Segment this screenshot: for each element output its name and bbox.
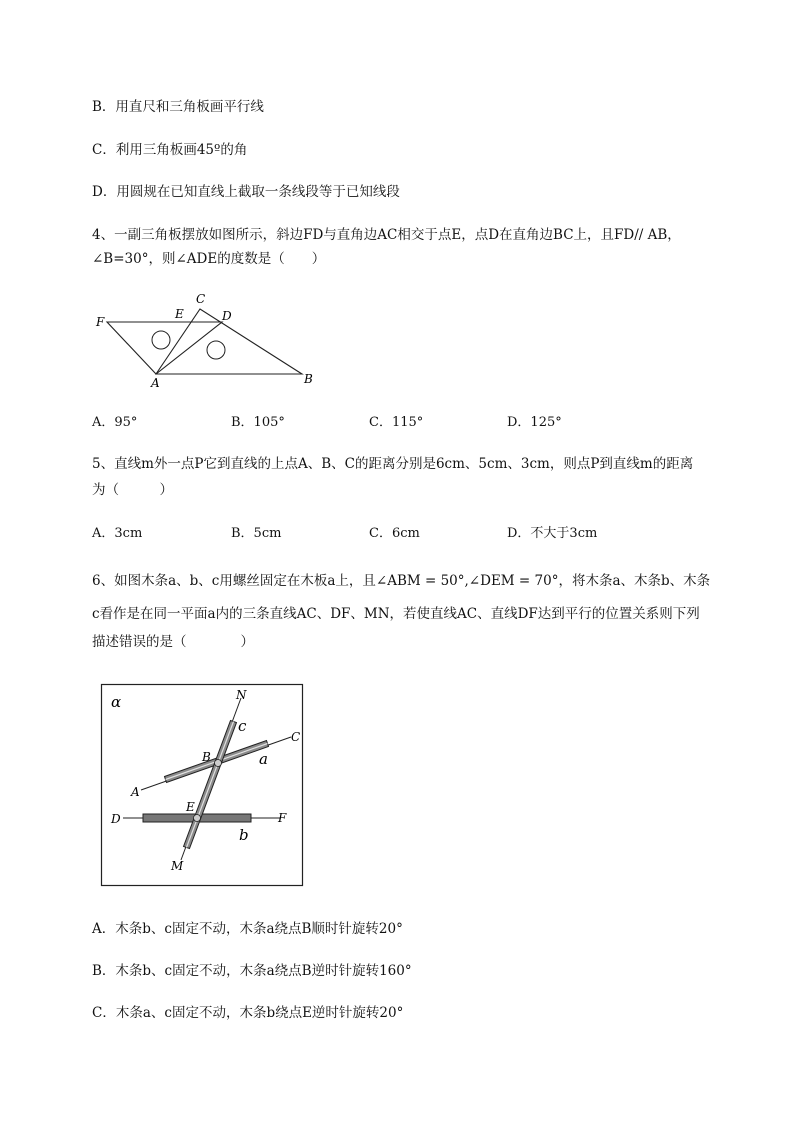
label-point-d: D: [111, 812, 121, 826]
q4-option-c: C．115°: [369, 415, 424, 430]
q6-figure: [101, 684, 303, 886]
q5-option-b: B．5cm: [231, 526, 282, 541]
q4-stem-line1: 4、一副三角板摆放如图所示，斜边FD与直角边AC相交于点E，点D在直角边BC上，且FD// AB，: [92, 227, 681, 243]
q4-stem-line2: ∠B=30°，则∠ADE的度数是（ ）: [92, 251, 326, 267]
label-point-m: M: [171, 859, 184, 873]
q6-stem-line2: c看作是在同一平面a内的三条直线AC、DF、MN，若使直线AC、直线DF达到平行的位置关系则下列: [92, 606, 700, 622]
screw-e: [194, 815, 201, 822]
label-alpha: α: [111, 693, 122, 711]
label-strip-b: b: [239, 826, 249, 844]
label-strip-a: a: [259, 750, 268, 768]
label-b: B: [304, 372, 313, 386]
q5-option-a: A．3cm: [92, 526, 143, 541]
q3-option-d: D．用圆规在已知直线上截取一条线段等于已知线段: [92, 184, 400, 200]
q4-option-d: D．125°: [507, 415, 562, 430]
q4-figure: [90, 288, 330, 393]
q6-option-b: B．木条b、c固定不动，木条a绕点B逆时针旋转160°: [92, 963, 412, 979]
q6-stem-line3: 描述错误的是（ ）: [92, 634, 254, 650]
q4-option-b: B．105°: [231, 415, 285, 430]
q5-stem-line2: 为（ ）: [92, 482, 173, 498]
label-d: D: [222, 309, 232, 323]
label-strip-c: c: [238, 717, 247, 735]
q5-option-d: D．不大于3cm: [507, 526, 598, 541]
label-a: A: [151, 376, 160, 390]
q5-option-c: C．6cm: [369, 526, 420, 541]
label-point-a: A: [131, 785, 140, 799]
q6-stem-line1: 6、如图木条a、b、c用螺丝固定在木板a上，且∠ABM = 50°,∠DEM = 70°，将木条a、木条b、木条: [92, 573, 711, 589]
label-c: C: [196, 292, 206, 306]
set-square-1-hole: [152, 331, 170, 349]
label-n: N: [236, 688, 247, 702]
q6-option-a: A．木条b、c固定不动，木条a绕点B顺时针旋转20°: [92, 921, 403, 937]
label-point-b: B: [202, 750, 211, 764]
q4-option-a: A．95°: [92, 415, 138, 430]
screw-b: [215, 760, 222, 767]
label-f: F: [96, 315, 105, 329]
label-point-c: C: [291, 730, 301, 744]
q5-stem-line1: 5、直线m外一点P它到直线的上点A、B、C的距离分别是6cm、5cm、3cm，则点P到直线m的距离: [92, 456, 694, 472]
set-square-2-hole: [207, 341, 225, 359]
q6-option-c: C．木条a、c固定不动，木条b绕点E逆时针旋转20°: [92, 1005, 404, 1021]
label-e: E: [175, 307, 184, 321]
label-point-f: F: [278, 811, 287, 825]
q3-option-c: C．利用三角板画45º的角: [92, 142, 248, 158]
q3-option-b: B．用直尺和三角板画平行线: [92, 99, 264, 115]
label-point-e: E: [186, 800, 195, 814]
